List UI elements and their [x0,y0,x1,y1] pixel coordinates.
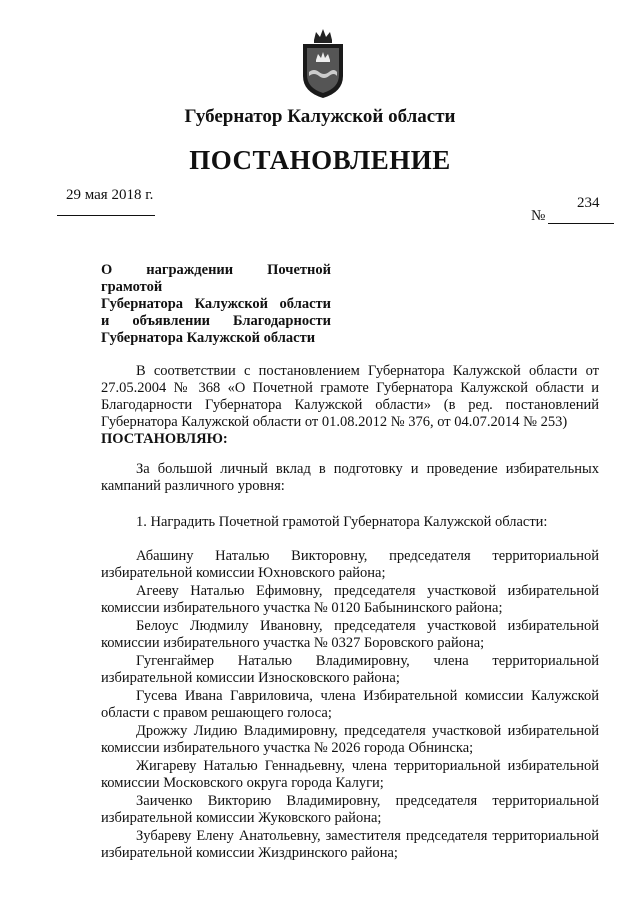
issuing-authority: Губернатор Калужской области [184,106,456,127]
list-item: Агееву Наталью Ефимовну, председателя участковой избирательной комиссии избирательного участка № 0120 Бабынинского района; [101,583,599,616]
document-subject [101,262,331,347]
number-sign: № [531,208,546,224]
section-1-heading: 1. Наградить Почетной грамотой Губернатора Калужской области: [136,514,548,530]
subject-line: О награждении Почетной грамотой [101,262,331,295]
list-item: Абашину Наталью Викторовну, председателя территориальной избирательной комиссии Юхновского района; [101,548,599,581]
list-item: Дрожжу Лидию Владимировну, председателя участковой избирательной комиссии избирательного участка № 2026 города Обнинска; [101,723,599,756]
subject-line: Губернатора Калужской области [101,330,316,346]
document-type: ПОСТАНОВЛЕНИЕ [189,145,451,175]
decree-word: ПОСТАНОВЛЯЮ: [101,431,228,447]
list-item: Гугенгаймер Наталью Владимировну, члена территориальной избирательной комиссии Износковского района; [101,653,599,686]
date-underline [57,215,155,216]
subject-line: и объявлении Благодарности [101,313,331,329]
subject-line: Губернатора Калужской области [101,296,331,312]
list-item: Гусева Ивана Гавриловича, члена Избирательной комиссии Калужской области с правом решающего голоса; [101,688,599,721]
list-item: Белоус Людмилу Ивановну, председателя участковой избирательной комиссии избирательного участка № 0327 Боровского района; [101,618,599,651]
list-item: Зубареву Елену Анатольевну, заместителя председателя территориальной избирательной комиссии Жиздринского района; [101,828,599,861]
list-item: Жигареву Наталью Геннадьевну, члена территориальной избирательной комиссии Московского округа города Калуги; [101,758,599,791]
number-underline [548,223,614,224]
list-item: Заиченко Викторию Владимировну, председателя территориальной избирательной комиссии Жуковского района; [101,793,599,826]
intro-paragraph: За большой личный вклад в подготовку и проведение избирательных кампаний различного уровня: [101,461,599,494]
document-date: 29 мая 2018 г. [66,187,154,203]
document-number: 234 [577,195,600,211]
kaluga-coat-of-arms-icon [300,26,346,100]
preamble-text: В соответствии с постановлением Губернатора Калужской области от 27.05.2004 № 368 «О Почетной грамоте Губернатора Калужской области и Благодарности Губернатора Калужской области» (в ред. постановлений Губернатора Калужской области от 01.08.2012 № 376, от 04.07.2014 № 253) [101,363,599,430]
awardee-list [101,548,599,863]
preamble-block [101,363,599,448]
